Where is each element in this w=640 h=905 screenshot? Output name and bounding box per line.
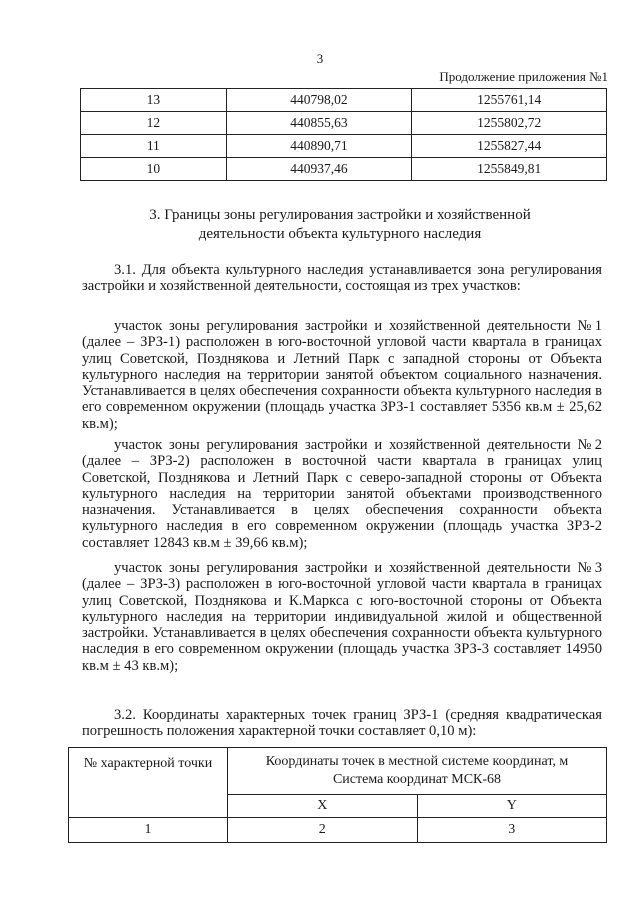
paragraph-3-2: 3.2. Координаты характерных точек границ ЗРЗ-1 (средняя квадратическая погрешность положения характерной точки составляет 0,10 м):: [82, 707, 602, 740]
header-point-number: № характерной точки: [69, 748, 228, 818]
appendix-note: Продолжение приложения №1: [439, 69, 608, 84]
table-header-row: [69, 748, 607, 795]
paragraph-3-1: 3.1. Для объекта культурного наследия устанавливается зона регулирования застройки и хозяйственной деятельности, состоящая из трех участков:: [82, 262, 602, 295]
point-number: 12: [81, 112, 227, 135]
table-row: [81, 135, 607, 158]
coordinates-table-continued: [80, 88, 607, 181]
header-coordinates-line: Координаты точек в местной системе координат, м: [265, 754, 569, 769]
coord-x: 440890,71: [226, 135, 412, 158]
section-heading-line: 3. Границы зоны регулирования застройки и хозяйственной: [149, 207, 531, 223]
paragraph-zrz-1: участок зоны регулирования застройки и хозяйственной деятельности №1 (далее – ЗРЗ-1) расположен в юго-восточной угловой части квартала в границах улиц Советской, Позднякова и Летний Парк с западной стороны от Объекта культурного наследия на территории занятой объектом социального назначения. Устанавливается в целях обеспечения сохранности объекта культурного наследия в его современном окружении (площадь участка ЗРЗ-1 составляет 5356 кв.м ± 25,62 кв.м);: [82, 318, 602, 432]
section-heading-line: деятельности объекта культурного наследия: [198, 226, 482, 242]
paragraph-zrz-3: участок зоны регулирования застройки и хозяйственной деятельности №3 (далее – ЗРЗ-3) расположен в юго-восточной угловой части квартала в границах улиц Советской, Позднякова и К.Маркса с юго-восточной стороны от Объекта культурного наследия на территории индивидуальной жилой и общественной застройки. Устанавливается в целях обеспечения сохранности объекта культурного наследия в его современном окружении (площадь участка ЗРЗ-3 составляет 14950 кв.м ± 43 кв.м);: [82, 560, 602, 674]
coord-x: 440855,63: [226, 112, 412, 135]
header-y: Y: [417, 795, 607, 818]
column-index-3: 3: [417, 818, 607, 843]
column-index-1: 1: [69, 818, 228, 843]
coord-y: 1255827,44: [412, 135, 607, 158]
point-number: 10: [81, 158, 227, 181]
coord-y: 1255802,72: [412, 112, 607, 135]
header-coordinates-line: Система координат МСК-68: [332, 772, 502, 787]
header-x: X: [228, 795, 418, 818]
coord-x: 440798,02: [226, 89, 412, 112]
table-row: [69, 818, 607, 843]
point-number: 11: [81, 135, 227, 158]
coord-y: 1255761,14: [412, 89, 607, 112]
section-heading: [100, 206, 580, 244]
table-row: [81, 158, 607, 181]
paragraph-zrz-2: участок зоны регулирования застройки и хозяйственной деятельности №2 (далее – ЗРЗ-2) расположен в восточной части квартала в границах улиц Советской, Позднякова и Летний Парк с северо-западной стороны от Объекта культурного наследия на территории занятой объектами производственного назначения. Устанавливается в целях обеспечения сохранности объекта культурного наследия в его современном окружении (площадь участка ЗРЗ-2 составляет 12843 кв.м ± 39,66 кв.м);: [82, 437, 602, 551]
point-number: 13: [81, 89, 227, 112]
table-row: [81, 112, 607, 135]
table-row: [81, 89, 607, 112]
coord-y: 1255849,81: [412, 158, 607, 181]
column-index-2: 2: [228, 818, 418, 843]
coord-x: 440937,46: [226, 158, 412, 181]
zrz1-coordinates-table: [68, 747, 607, 843]
page-number: 3: [316, 51, 324, 66]
header-coordinates: [228, 748, 607, 795]
